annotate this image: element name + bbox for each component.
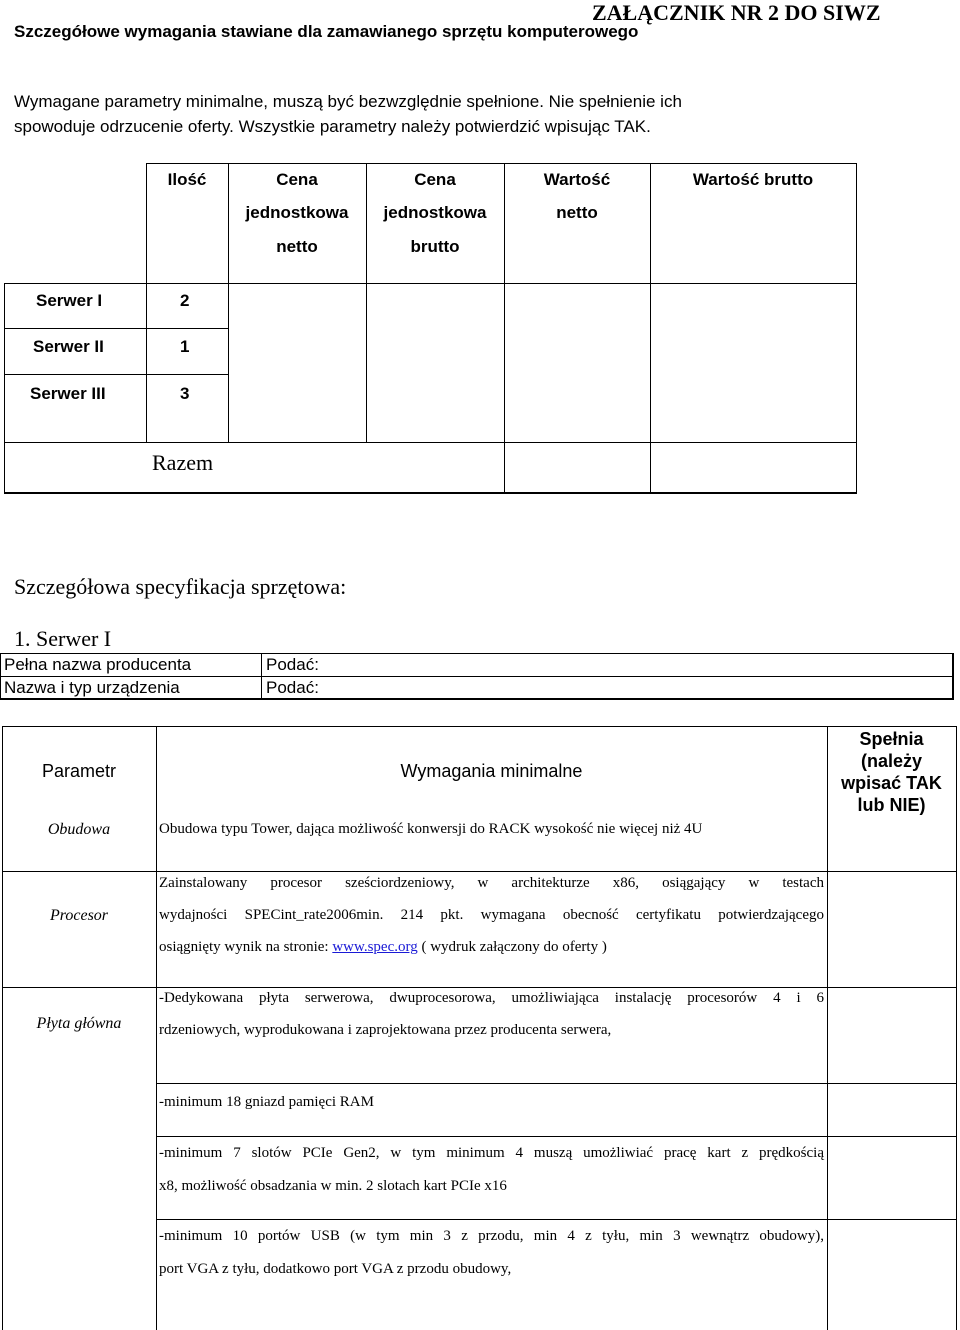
param-obudowa: Obudowa bbox=[47, 821, 111, 838]
col-header-meets-line2: (należy bbox=[860, 751, 923, 771]
total-label: Razem bbox=[152, 450, 214, 475]
row-name-serwer-3: Serwer III bbox=[30, 384, 106, 403]
intro-line-1: Wymagane parametry minimalne, muszą być bezwzględnie spełnione. Nie spełnienie ich bbox=[14, 92, 682, 111]
device-value: Podać: bbox=[266, 678, 319, 697]
header-value-net-line2: netto bbox=[556, 203, 598, 222]
header-unit-net-line1: Cena bbox=[276, 170, 318, 189]
req-plyta-r4-line1: -minimum 10 portów USB (w tym min 3 z przodu, min 4 z tyłu, min 3 wewnątrz obudowy), bbox=[159, 1228, 824, 1244]
col-header-param: Parametr bbox=[41, 761, 117, 781]
col-header-meets-line4: lub NIE) bbox=[857, 795, 926, 815]
intro-line-2: spowoduje odrzucenie oferty. Wszystkie parametry należy potwierdzić wpisując TAK. bbox=[14, 117, 651, 136]
req-plyta-r1-line2: rdzeniowych, wyprodukowana i zaprojektowana przez producenta serwera, bbox=[159, 1022, 612, 1038]
document-subtitle: Szczegółowe wymagania stawiane dla zamawianego sprzętu komputerowego bbox=[14, 22, 639, 41]
device-label: Nazwa i typ urządzenia bbox=[4, 678, 180, 697]
param-plyta-glowna: Płyta główna bbox=[36, 1015, 122, 1032]
req-procesor-line2: wydajności SPECint_rate2006min. 214 pkt. wymagana obecność certyfikatu potwierdzającego bbox=[159, 907, 824, 923]
header-value-gross: Wartość brutto bbox=[692, 170, 814, 189]
col-header-meets bbox=[827, 728, 956, 816]
row-qty-serwer-3: 3 bbox=[180, 384, 190, 403]
header-unit-gross-line1: Cena bbox=[414, 170, 456, 189]
spec-section-title: Szczegółowa specyfikacja sprzętowa: bbox=[14, 574, 347, 599]
col-header-requirements: Wymagania minimalne bbox=[400, 761, 583, 781]
col-header-meets-line1: Spełnia bbox=[859, 729, 924, 749]
attachment-title: ZAŁĄCZNIK NR 2 DO SIWZ bbox=[592, 0, 881, 25]
req-plyta-r1-line1: -Dedykowana płyta serwerowa, dwuprocesorowa, umożliwiająca instalację procesorów 4 i 6 bbox=[159, 990, 824, 1006]
header-unit-net-line3: netto bbox=[276, 237, 318, 256]
row-name-serwer-2: Serwer II bbox=[33, 337, 104, 356]
row-qty-serwer-2: 1 bbox=[180, 337, 190, 356]
header-unit-net-line2: jednostkowa bbox=[245, 203, 349, 222]
col-header-meets-line3: wpisać TAK bbox=[841, 773, 942, 793]
producer-label: Pełna nazwa producenta bbox=[4, 655, 192, 674]
req-plyta-r3-line1: -minimum 7 slotów PCIe Gen2, w tym minimum 4 muszą umożliwiać pracę kart z prędkością bbox=[159, 1145, 824, 1161]
row-qty-serwer-1: 2 bbox=[180, 291, 190, 310]
req-procesor-line3-pre: osiągnięty wynik na stronie: bbox=[159, 939, 333, 955]
producer-value: Podać: bbox=[266, 655, 319, 674]
spec-item-title: 1. Serwer I bbox=[14, 626, 112, 651]
param-procesor: Procesor bbox=[49, 907, 109, 924]
row-name-serwer-1: Serwer I bbox=[36, 291, 103, 310]
header-qty: Ilość bbox=[167, 170, 207, 189]
req-obudowa: Obudowa typu Tower, dająca możliwość konwersji do RACK wysokość nie więcej niż 4U bbox=[159, 821, 703, 837]
req-procesor-line3 bbox=[159, 939, 607, 956]
header-value-net-line1: Wartość bbox=[543, 170, 611, 189]
req-plyta-r3-line2: x8, możliwość obsadzania w min. 2 slotach kart PCIe x16 bbox=[159, 1178, 507, 1194]
req-procesor-line1: Zainstalowany procesor sześciordzeniowy, w architekturze x86, osiągający w testach bbox=[159, 875, 824, 891]
req-plyta-r4-line2: port VGA z tyłu, dodatkowo port VGA z przodu obudowy, bbox=[159, 1261, 512, 1277]
req-procesor-line3-post: ( wydruk załączony do oferty ) bbox=[417, 939, 607, 955]
header-unit-gross-line2: jednostkowa bbox=[383, 203, 487, 222]
header-unit-gross-line3: brutto bbox=[410, 237, 460, 256]
req-plyta-r2-line1: -minimum 18 gniazd pamięci RAM bbox=[159, 1094, 374, 1110]
spec-org-link[interactable]: www.spec.org bbox=[332, 939, 418, 955]
